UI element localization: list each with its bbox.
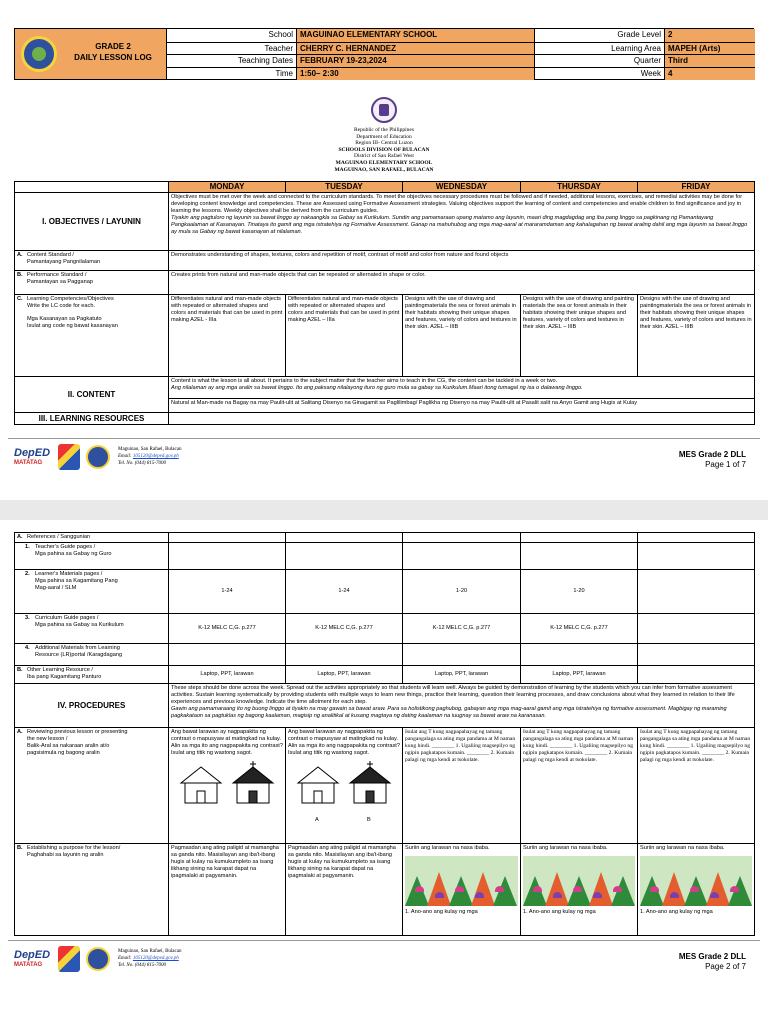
header-row-dates: Teaching Dates FEBRUARY 19-23,2024 Quarter Third (167, 54, 755, 67)
division-seal-icon (86, 947, 110, 971)
additional-materials-label: 4. Additional Materials from Learning Resource (LR)portal /Karagdagang (15, 644, 169, 666)
header-info-grid (167, 29, 755, 79)
other-resources-wednesday: Laptop, PPT, larawan (403, 666, 521, 684)
division-seal-icon (86, 445, 110, 469)
footer-doc-title: MES Grade 2 DLL (678, 952, 746, 961)
option-b-label: B (367, 817, 371, 823)
deped-seal-icon (371, 97, 397, 123)
day-tuesday: TUESDAY (286, 182, 403, 193)
cg-pages-wednesday: K-12 MELC C,G. p.277 (403, 614, 521, 644)
division-seal-icon (21, 36, 57, 72)
deped-logo-icon: DepED (14, 447, 51, 459)
day-wednesday: WEDNESDAY (403, 182, 521, 193)
bagong-pilipinas-logo-icon (58, 946, 80, 972)
quarter-value: Third (665, 55, 755, 68)
footer-doc-title: MES Grade 2 DLL (678, 450, 746, 459)
references-label: A. References / Sanggunian (15, 533, 169, 543)
other-resources-thursday: Laptop, PPT, larawan (521, 666, 638, 684)
header-row-teacher: Teacher CHERRY C. HERNANDEZ Learning Area MAPEH (Arts) (167, 42, 755, 55)
grade-label: GRADE 2 (95, 42, 131, 51)
competency-thursday: Designs with the use of drawing and painting materials the sea or forest animals in their habitats showing their unique shapes and features, variety of colors and textures in their skin. A2EL – IIIB (521, 295, 638, 377)
option-a-label: A (315, 817, 319, 823)
procedures-text: These steps should be done across the week. Spread out the activities appropriately so that students will learn well. Always be guided by demonstration of learning by the students which you can infer from formative assessment activities. Sustain learning systematically by providing students with multiple ways to learn new things, practice their learning, question their learning processes, and draw conclusions about what they learned in relation to their life experiences and previous knowledge. Indicate the time allotment for each step. Gawin ang pamamaraang ito ng buong linggo at tiyakin na may gawain sa bawat araw. Para sa holistikong paghubog, gabayan ang mga mag-aaral gamit ang mga istratehiya ng formative assessment. Magbigay ng maraming pagkakataon sa pagtuklas ng bagong kaalaman, magisip ng analitikal at kusang magtaya ng dating kaalaman na iuugnay sa bawat araw na karanasan. (169, 684, 755, 728)
lm-pages-thursday: 1-20 (521, 570, 638, 614)
objectives-text: Objectives must be met over the week and connected to the curriculum standards. To meet the objectives necessary procedures must be followed and if needed, additional lessons, exercises, and remedial activities may be done for developing content knowledge and competencies. These are Assessed using Formative Assessment strategies. Valuing objectives support the learning of content and competencies and enable children to find significance and joy in learning the lessons. Weekly objectives shall be derived from the curriculum guides. Tiyakin ang pagtuloro ng layunin sa bawat linggo ay nakaangkla sa Gabay sa Kurikulum. Sundin ang pamamaraan upang matamo ang layunin, maari ding magdagdag ang iba pang linggo sa pagkinang ng Pamantayang Pangkaalaman at Kasanayan. Tinataya ito gamit ang mga istratehiya ng Formative Assessment. Ganap na mahuhubog ang mga mag-aaral at mararamdaman ang kahalagahan ng bawat araling dahil ang mga layunin sa bawat linggo ay mula sa Gabay ng bawat kasanayan at nilalaman. (169, 193, 755, 251)
header-title-block (15, 29, 167, 79)
other-resources-tuesday: Laptop, PPT, larawan (286, 666, 403, 684)
purpose-friday: Suriin ang larawan na nasa ibaba. 1. Ano-ano ang kulay ng mga (638, 844, 755, 936)
footer-email-link[interactable]: 105120@deped.gov.ph (132, 454, 179, 459)
competency-tuesday: Differentiates natural and man-made objects with repeated or alternated shapes and colors and materials that can be used in print making A2EL – IIIa (286, 295, 403, 377)
content-standard-text: Demonstrates understanding of shapes, textures, colors and repetition of motif, contrast of motif and color from nature and found objects (169, 251, 755, 271)
mushroom-pattern-image (523, 856, 635, 906)
house-contrast-image (177, 761, 277, 807)
teacher-value: CHERRY C. HERNANDEZ (297, 43, 535, 56)
competency-wednesday: Designs with the use of drawing and paintingmaterials the sea or forest animals in their habitats showing their unique shapes and features, variety of colors and textures in their skin. A2EL – IIIB (403, 295, 521, 377)
procedures-heading: IV. PROCEDURES (15, 684, 169, 728)
cg-pages-tuesday: K-12 MELC C,G. p.277 (286, 614, 403, 644)
content-text: Content is what the lesson is all about. It pertains to the subject matter that the teacher aims to teach in the CG, the content can be tackled in a week or two. Ang nilalaman ay ang mga aralin sa bawat linggo. Ito ang paksang nilalayong ituro ng guro mula sa gabay sa Kurikulum.Maari itong tumagal ng isa o dalawang linggo. (169, 377, 755, 399)
footer-email-link[interactable]: 105120@deped.gov.ph (132, 956, 179, 961)
lm-pages-monday: 1-24 (169, 570, 286, 614)
purpose-thursday: Suriin ang larawan na nasa ibaba. 1. Ano-ano ang kulay ng mga (521, 844, 638, 936)
lm-pages-wednesday: 1-20 (403, 570, 521, 614)
day-monday: MONDAY (169, 182, 286, 193)
review-lesson-label: A. Reviewing previous lesson or presenting the new lesson / Balik-Aral sa nakaraan aralin at/o pagsisimula ng bagong aralin (15, 728, 169, 844)
content-standard-label: A. Content Standard / Pamantayang Pangnilalaman (15, 251, 169, 271)
cg-pages-monday: K-12 MELC C,G. p.277 (169, 614, 286, 644)
page-number: Page 2 of 7 (705, 962, 746, 971)
other-resources-label: B. Other Learning Resource / Iba pang Kagamitang Panturo (15, 666, 169, 684)
page-1 (0, 0, 768, 500)
other-resources-friday (638, 666, 755, 684)
footer-address: Maguinao, San Rafael, Bulacan Email: 105120@deped.gov.ph Tel. No. (044) 815-7000 (118, 447, 182, 466)
mushroom-pattern-image (640, 856, 752, 906)
purpose-wednesday: Suriin ang larawan na nasa ibaba. 1. Ano-ano ang kulay ng mga (403, 844, 521, 936)
review-tuesday: Ang bawat larawan ay nagpapakita ng contrast o mapusyaw at matingkad na kulay. Alin sa mga ito ang nagpapakita ng contrast? Isulat ang titik ng wastong sagot. A B (286, 728, 403, 844)
footer-page-2 (0, 940, 768, 986)
competency-monday: Differentiates natural and man-made objects with repeated or alternated shapes and colors and materials that can be used in print making A2EL - IIIa (169, 295, 286, 377)
day-friday: FRIDAY (638, 182, 755, 193)
cg-pages-thursday: K-12 MELC C,G. p.277 (521, 614, 638, 644)
page-separator (0, 500, 768, 520)
dll-table-page-1 (14, 181, 755, 425)
day-thursday: THURSDAY (521, 182, 638, 193)
matatag-logo-icon: MATATAG (14, 962, 43, 968)
footer-page-1 (0, 438, 768, 484)
school-letterhead: Republic of the Philippines Department of Education Region III- Central Luzon SCHOOLS DIVISION OF BULACAN District of San Rafael West MAGUINAO ELEMENTARY SCHOOL MAGUINAO, SAN RAFAEL, BULACAN (334, 127, 434, 173)
objectives-heading: I. OBJECTIVES / LAYUNIN (15, 193, 169, 251)
content-heading: II. CONTENT (15, 377, 169, 413)
competency-friday: Designs with the use of drawing and paintingmaterials the sea or forest animals in their habitats showing their unique shapes and features, variety of colors and textures in their skin. A2EL – IIIB (638, 295, 755, 377)
teachers-guide-label: 1. Teacher's Guide pages / Mga pahina sa Gabay ng Guro (15, 543, 169, 570)
performance-standard-text: Creates prints from natural and man-made objects that can be repeated or alternated in shape or color. (169, 271, 755, 295)
dll-header (14, 28, 754, 80)
time-value: 1:50– 2:30 (297, 68, 535, 81)
review-thursday: Isulat ang T kung nagpapahayag ng tamang pangangalaga sa ating mga pandama at M naman kung hindi. ________ 1. Ugaliing magsepilyo ng ngipin pagkatapos kumain. ________ 2. Kumain palagi ng mga kendi at tsokolate. (521, 728, 638, 844)
grade-level-value: 2 (665, 29, 755, 42)
house-contrast-image (294, 761, 394, 817)
mushroom-pattern-image (405, 856, 518, 906)
competencies-label: C. Learning Competencies/Objectives Write the LC code for each. Mga Kasanayan sa Pagkatuto Isulat ang code ng bawat kasanayan (15, 295, 169, 377)
matatag-logo-icon: MATATAG (14, 460, 43, 466)
lm-pages-friday (638, 570, 755, 614)
review-monday: Ang bawat larawan ay nagpapakita ng contrast o mapusyaw at matingkad na kulay. Alin sa mga ito ang nagpapakita ng contrast? Isulat ang titik ng wastong sagot. (169, 728, 286, 844)
footer-address: Maguinao, San Rafael, Bulacan Email: 105120@deped.gov.ph Tel. No. (044) 815-7000 (118, 949, 182, 968)
header-row-time: Time 1:50– 2:30 Week 4 (167, 67, 755, 80)
page-2 (0, 520, 768, 1024)
learning-resources-heading: III. LEARNING RESOURCES (15, 413, 169, 425)
content-topic: Natural at Man-made na Bagay na may Paulit-ulit at Salitang Disenyo na Ginagamit sa Paglilimbag/ Paglikha ng Disenyo na may Paulit-ulit at Pasalit salit na Anyo Gamit ang Hugis at Kulay (169, 399, 755, 413)
learners-materials-label: 2. Learner's Materials pages / Mga pahina sa Kagamitang Pang Mag-aaral / SLM (15, 570, 169, 614)
lm-pages-tuesday: 1-24 (286, 570, 403, 614)
review-friday: Isulat ang T kung nagpapahayag ng tamang pangangalaga sa ating mga pandama at M naman kung hindi. ________ 1. Ugaliing magsepilyo ng ngipin pagkatapos kumain. ________ 2. Kumain palagi ng mga kendi at tsokolate. (638, 728, 755, 844)
doc-type-label: DAILY LESSON LOG (74, 53, 152, 62)
purpose-label: B. Establishing a purpose for the lesson/ Paghahabi sa layunin ng aralin (15, 844, 169, 936)
dll-table-page-2 (14, 532, 755, 936)
purpose-tuesday: Pagmasdan ang ating paligid at mamangha sa ganda nito. Masisilayan ang iba't-ibang hugis at kulay na kumukumpleto sa isang likhang sining na karapat dapat na ipagmalaki at pagyamanin. (286, 844, 403, 936)
header-row-school: School MAGUINAO ELEMENTARY SCHOOL Grade Level 2 (167, 29, 755, 42)
other-resources-monday: Laptop, PPT, larawan (169, 666, 286, 684)
page-number: Page 1 of 7 (705, 460, 746, 469)
curriculum-guide-label: 3. Curriculum Guide pages / Mga pahina sa Gabay sa Kurikulum (15, 614, 169, 644)
bagong-pilipinas-logo-icon (58, 444, 80, 470)
deped-logo-icon: DepED (14, 949, 51, 961)
performance-standard-label: B. Performance Standard / Pamantayan sa Pagganap (15, 271, 169, 295)
school-value: MAGUINAO ELEMENTARY SCHOOL (297, 29, 535, 42)
learning-area-value: MAPEH (Arts) (665, 43, 755, 56)
review-wednesday: Isulat ang T kung nagpapahayag ng tamang pangangalaga sa ating mga pandama at M naman kung hindi. ________ 1. Ugaliing magsepilyo ng ngipin pagkatapos kumain. ________ 2. Kumain palagi ng mga kendi at tsokolate. (403, 728, 521, 844)
cg-pages-friday (638, 614, 755, 644)
week-value: 4 (665, 68, 755, 81)
purpose-monday: Pagmasdan ang ating paligid at mamangha sa ganda nito. Masisilayan ang iba't-ibang hugis at kulay na kumukumpleto sa isang likhang sining na karapat dapat na ipagmalaki at pagyamanin. (169, 844, 286, 936)
teaching-dates-value: FEBRUARY 19-23,2024 (297, 55, 535, 68)
